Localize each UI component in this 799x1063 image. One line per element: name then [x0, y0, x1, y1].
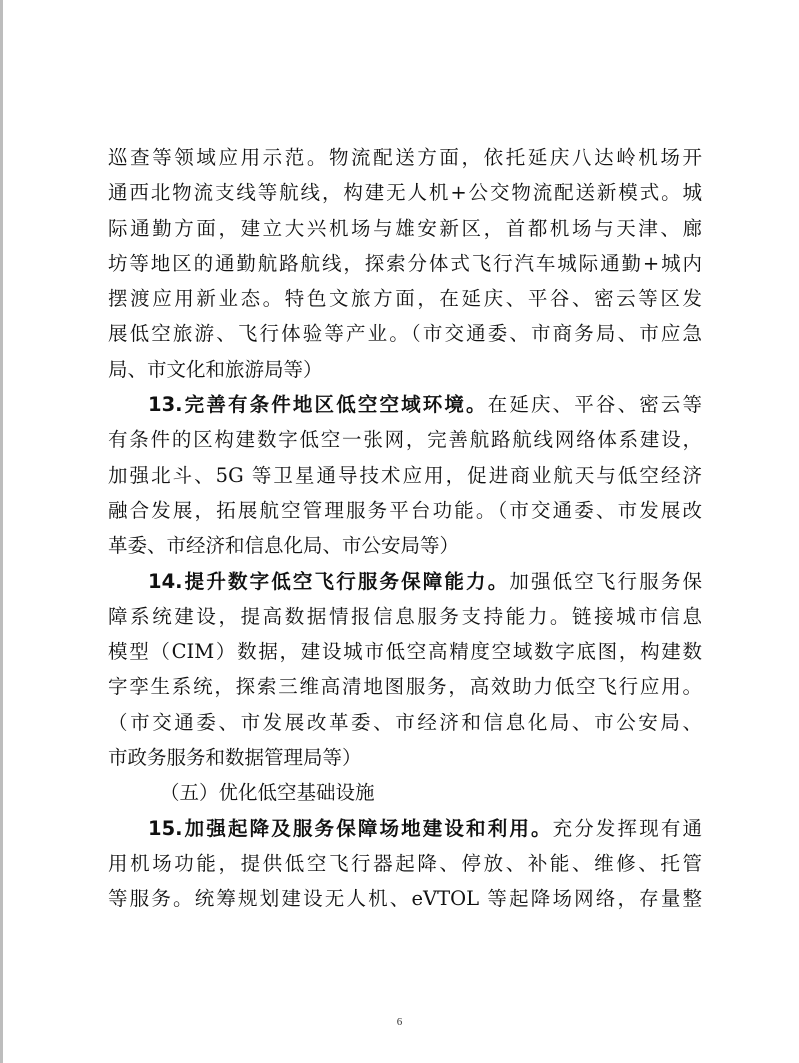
heading-line-13 — [108, 387, 702, 422]
text-line: 展低空旅游、飞行体验等产业。（市交通委、市商务局、市应急 — [108, 322, 702, 346]
text-line: 融合发展，拓展航空管理服务平台功能。（市交通委、市发展改 — [108, 498, 702, 522]
text-line: 用机场功能，提供低空飞行器起降、停放、补能、维修、托管 — [108, 851, 702, 875]
text-line: 摆渡应用新业态。特色文旅方面，在延庆、平谷、密云等区发 — [108, 287, 702, 311]
text-line: 障系统建设，提高数据情报信息服务支持能力。链接城市信息 — [108, 604, 702, 628]
item-heading-14: 14.提升数字低空飞行服务保障能力。 — [148, 569, 510, 593]
text-line: 际通勤方面，建立大兴机场与雄安新区，首都机场与天津、廊 — [108, 216, 702, 240]
document-body — [108, 140, 702, 917]
text-line: （市交通委、市发展改革委、市经济和信息化局、市公安局、 — [108, 710, 702, 734]
text-line: 巡查等领域应用示范。物流配送方面，依托延庆八达岭机场开 — [108, 146, 702, 169]
page-number: 6 — [396, 1016, 403, 1028]
text-line: 坊等地区的通勤航路航线，探索分体式飞行汽车城际通勤+城内 — [108, 251, 702, 275]
text-line: 市政务服务和数据管理局等） — [108, 746, 362, 770]
text-line: 通西北物流支线等航线，构建无人机+公交物流配送新模式。城 — [108, 181, 702, 205]
text-line: 局、市文化和旅游局等） — [108, 357, 323, 381]
item-heading-15: 15.加强起降及服务保障场地建设和利用。 — [148, 816, 553, 840]
text-line: 字孪生系统，探索三维高清地图服务，高效助力低空飞行应用。 — [108, 675, 702, 699]
item-text: 在延庆、平谷、密云等 — [487, 393, 702, 417]
text-line: 等服务。统筹规划建设无人机、eVTOL 等起降场网络，存量整 — [108, 887, 702, 911]
item-text: 充分发挥现有通 — [552, 816, 702, 840]
text-line: 有条件的区构建数字低空一张网，完善航路航线网络体系建设， — [108, 428, 702, 452]
item-text: 加强低空飞行服务保 — [509, 569, 702, 593]
heading-line-14 — [108, 564, 702, 599]
text-line: 模型（CIM）数据，建设城市低空高精度空域数字底图，构建数 — [108, 640, 702, 664]
page-left-edge — [0, 0, 3, 1063]
text-line: 加强北斗、5G 等卫星通导技术应用，促进商业航天与低空经济 — [108, 463, 702, 487]
text-line: 革委、市经济和信息化局、市公安局等） — [108, 534, 460, 558]
item-heading-13: 13.完善有条件地区低空空域环境。 — [148, 393, 488, 417]
heading-line-15 — [108, 811, 702, 846]
section-heading: （五）优化低空基础设施 — [160, 781, 375, 805]
